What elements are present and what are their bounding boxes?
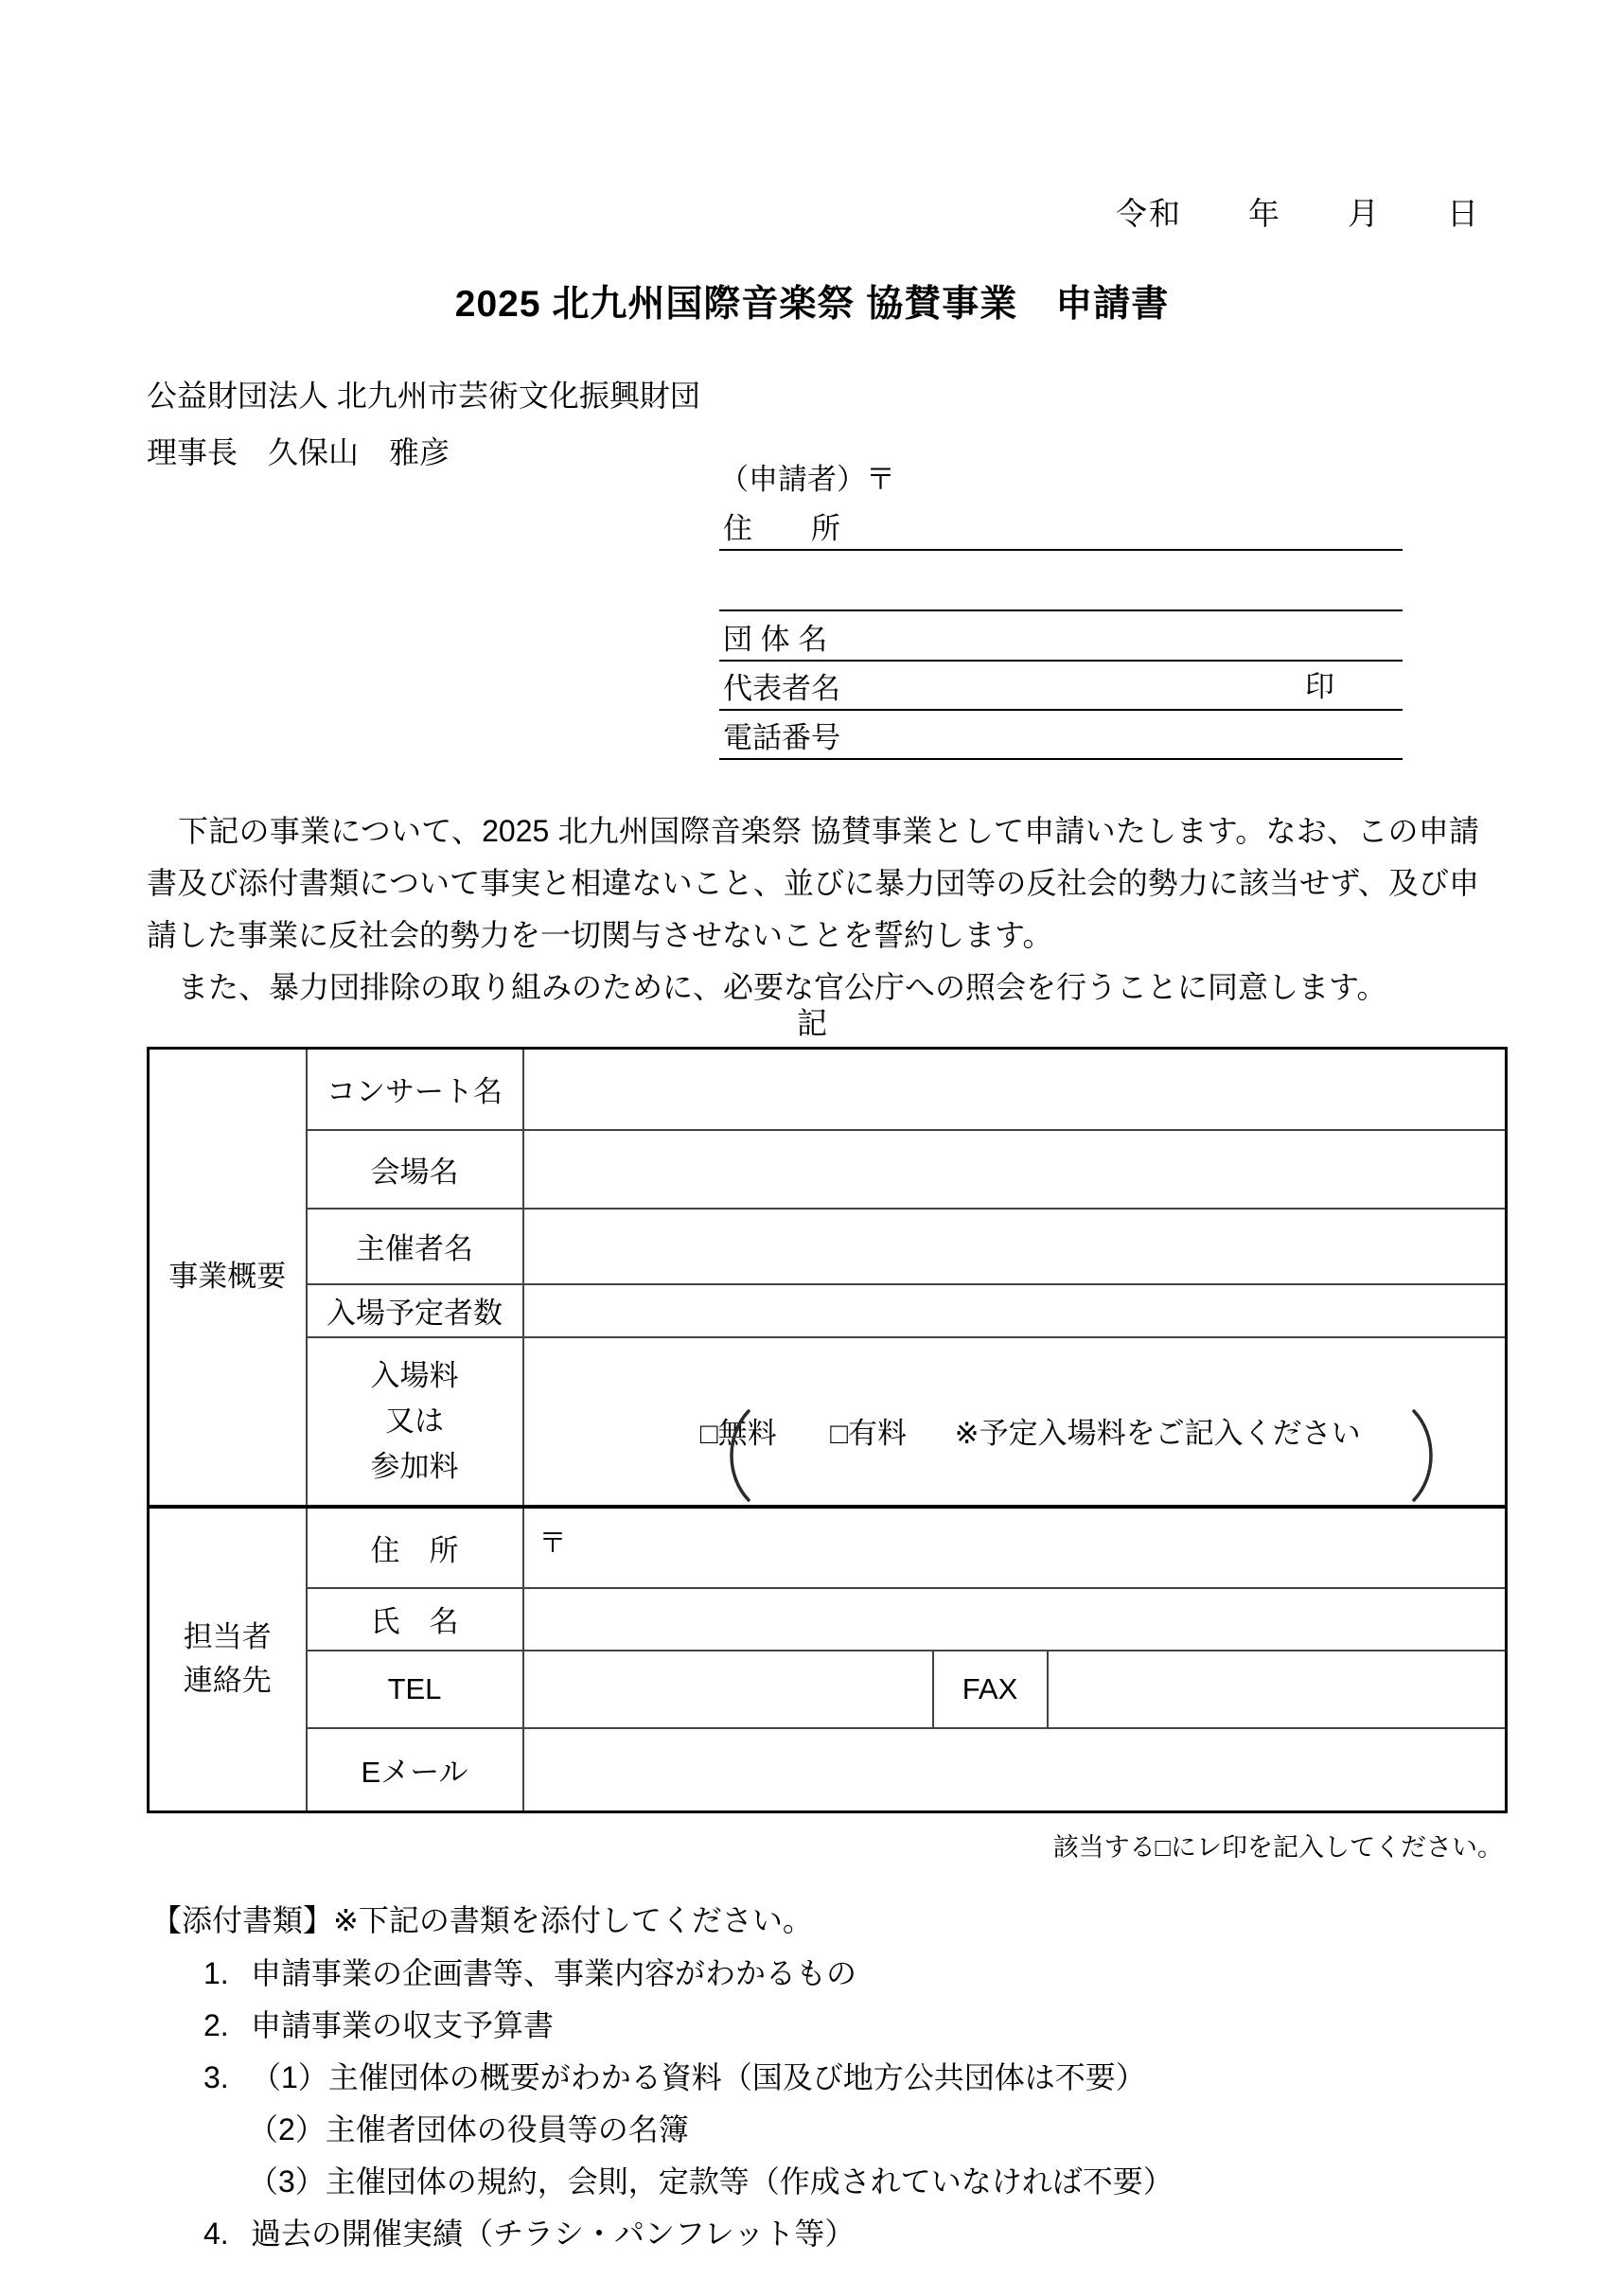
group-label-business: 事業概要 bbox=[149, 1049, 307, 1507]
contact-name-input[interactable] bbox=[523, 1588, 1507, 1651]
attachment-subitem: （2）主催者団体の役員等の名簿 bbox=[248, 2112, 689, 2146]
recipient-representative: 理事長 久保山 雅彦 bbox=[147, 435, 450, 469]
attachment-subitem: （3）主催団体の規約，会則，定款等（作成されていなければ不要） bbox=[248, 2164, 1174, 2199]
venue-name-label: 会場名 bbox=[307, 1130, 523, 1209]
recipient-organization: 公益財団法人 北九州市芸術文化振興財団 bbox=[147, 379, 700, 413]
attachment-item: 4. 過去の開催実績（チラシ・パンフレット等） bbox=[203, 2217, 856, 2251]
applicant-organization-label: 団 体 名 bbox=[723, 623, 828, 656]
attachments-block bbox=[151, 1893, 1174, 2260]
paid-checkbox[interactable]: □ bbox=[830, 1417, 848, 1450]
attachments-heading: 【添付書類】※下記の書類を添付してください。 bbox=[151, 1903, 813, 1937]
email-label: Eメール bbox=[307, 1728, 523, 1812]
tel-input[interactable] bbox=[523, 1651, 933, 1728]
venue-name-input[interactable] bbox=[523, 1130, 1507, 1209]
applicant-organization-field[interactable] bbox=[719, 611, 1403, 662]
summary-table bbox=[147, 1047, 1508, 1813]
concert-name-input[interactable] bbox=[523, 1049, 1507, 1130]
applicant-phone-field[interactable] bbox=[719, 711, 1403, 760]
attachment-item: 2. 申請事業の収支予算書 bbox=[203, 2008, 555, 2042]
seal-mark: 印 bbox=[1305, 670, 1334, 703]
expected-attendance-label: 入場予定者数 bbox=[307, 1284, 523, 1337]
fee-options-line bbox=[524, 1390, 1506, 1452]
fax-label: FAX bbox=[933, 1651, 1048, 1728]
applicant-address-field[interactable] bbox=[719, 500, 1403, 551]
close-paren-icon bbox=[1408, 1408, 1444, 1503]
fee-note: ※予定入場料をご記入ください bbox=[954, 1417, 1361, 1450]
applicant-representative-field[interactable] bbox=[719, 662, 1403, 711]
group-label-contact: 担当者 連絡先 bbox=[149, 1507, 307, 1812]
contact-address-label: 住 所 bbox=[307, 1507, 523, 1588]
pledge-block bbox=[147, 805, 1479, 1014]
applicant-representative-label: 代表者名 bbox=[723, 672, 840, 705]
contact-address-input[interactable] bbox=[523, 1507, 1507, 1588]
admission-fee-label: 入場料 又は 参加料 bbox=[307, 1337, 523, 1507]
applicant-phone-label: 電話番号 bbox=[723, 721, 840, 754]
attachment-item: 1. 申請事業の企画書等、事業内容がわかるもの bbox=[203, 1956, 857, 1990]
free-checkbox[interactable]: □ bbox=[699, 1417, 718, 1450]
applicant-address-label: 住 所 bbox=[723, 512, 840, 545]
date-line: 令和 年 月 日 bbox=[1116, 196, 1480, 231]
organizer-name-label: 主催者名 bbox=[307, 1209, 523, 1284]
page-title: 2025 北九州国際音楽祭 協賛事業 申請書 bbox=[454, 284, 1170, 325]
postal-mark: 〒 bbox=[538, 1528, 567, 1559]
section-marker-ki: 記 bbox=[796, 1006, 827, 1040]
pledge-paragraph-1: 下記の事業について、2025 北九州国際音楽祭 協賛事業として申請いたします。なお、この申請書及び添付書類について事実と相違ないこと、並びに暴力団等の反社会的勢力に該当せず、及び申請した事業に反社会的勢力を一切関与させないことを誓約します。 bbox=[147, 814, 1479, 952]
applicant-block bbox=[719, 460, 1403, 760]
attachment-item: 3. （1）主催団体の概要がわかる資料（国及び地方公共団体は不要） bbox=[203, 2060, 1146, 2094]
open-paren-icon bbox=[718, 1408, 754, 1503]
recipient-block bbox=[147, 367, 700, 481]
tel-label: TEL bbox=[307, 1651, 523, 1728]
concert-name-label: コンサート名 bbox=[307, 1049, 523, 1130]
email-input[interactable] bbox=[523, 1728, 1507, 1812]
checkbox-instruction-note: 該当する□にレ印を記入してください。 bbox=[1052, 1833, 1503, 1862]
free-checkbox-label: 無料 bbox=[717, 1417, 777, 1450]
pledge-paragraph-2: また、暴力団排除の取り組みのために、必要な官公庁への照会を行うことに同意します。 bbox=[178, 970, 1387, 1004]
paid-checkbox-label: 有料 bbox=[847, 1417, 907, 1450]
applicant-address-line2-field[interactable] bbox=[719, 551, 1403, 611]
expected-attendance-input[interactable] bbox=[523, 1284, 1507, 1337]
fax-input[interactable] bbox=[1048, 1651, 1507, 1728]
contact-name-label: 氏 名 bbox=[307, 1588, 523, 1651]
organizer-name-input[interactable] bbox=[523, 1209, 1507, 1284]
applicant-heading: （申請者）〒 bbox=[719, 463, 895, 496]
admission-fee-cell[interactable] bbox=[523, 1337, 1507, 1507]
